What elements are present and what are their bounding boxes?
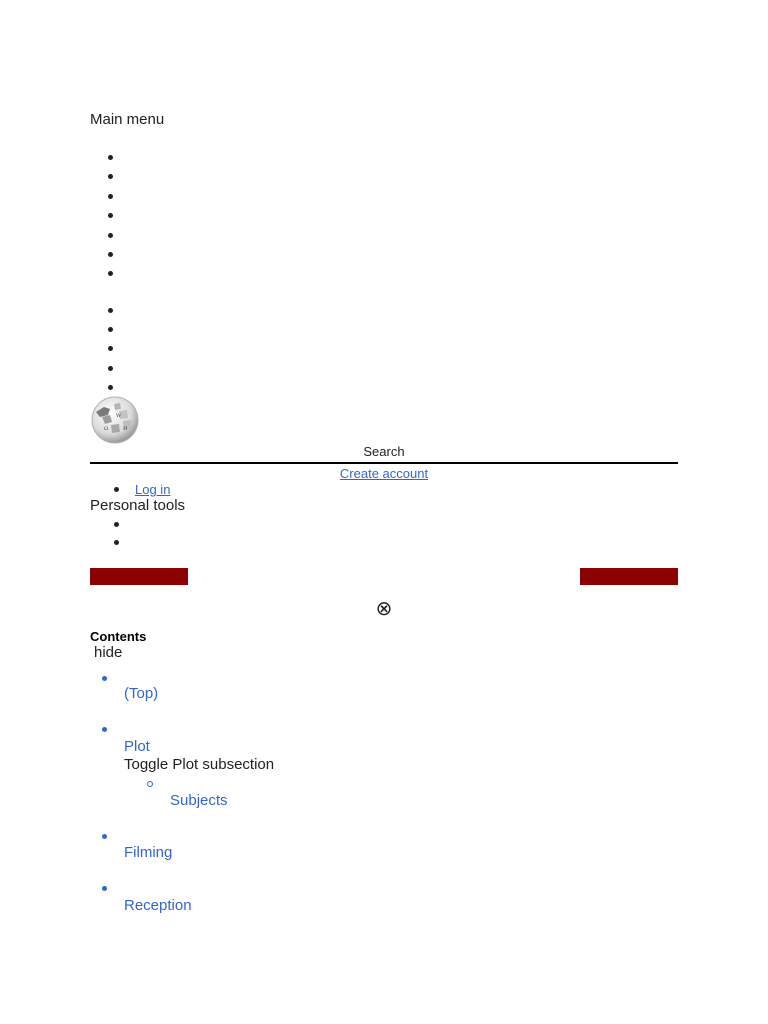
list-item[interactable]	[108, 271, 113, 276]
svg-text:Ω: Ω	[104, 426, 109, 432]
list-item	[102, 676, 107, 681]
toc-item-plot[interactable]: Plot	[124, 738, 150, 755]
list-item[interactable]	[114, 522, 119, 527]
toc-item-top[interactable]: (Top)	[124, 685, 159, 702]
list-item[interactable]	[108, 155, 113, 160]
wikipedia-logo[interactable]	[90, 395, 140, 445]
svg-text:И: И	[123, 426, 128, 432]
list-item[interactable]	[108, 252, 113, 257]
search-input-underline[interactable]	[90, 462, 678, 464]
list-item[interactable]	[114, 540, 119, 545]
login-link[interactable]: Log in	[135, 482, 171, 497]
globe-icon	[90, 395, 140, 445]
list-item	[102, 727, 107, 732]
list-item[interactable]	[108, 174, 113, 179]
personal-tools-title: Personal tools	[90, 497, 186, 514]
list-item[interactable]	[108, 327, 113, 332]
list-item[interactable]	[108, 213, 113, 218]
list-item[interactable]	[108, 308, 113, 313]
search-label[interactable]: Search	[363, 444, 405, 459]
list-item[interactable]	[108, 194, 113, 199]
close-icon[interactable]: ⊗	[375, 598, 393, 620]
list-item	[114, 487, 119, 492]
list-item	[102, 886, 107, 891]
left-banner-bar	[90, 568, 188, 585]
toc-title: Contents	[90, 629, 147, 644]
list-item	[147, 781, 153, 787]
list-item[interactable]	[108, 366, 113, 371]
list-item[interactable]	[108, 346, 113, 351]
toc-item-subjects[interactable]: Subjects	[170, 792, 228, 809]
list-item[interactable]	[108, 233, 113, 238]
list-item[interactable]	[108, 385, 113, 390]
svg-text:W: W	[116, 413, 122, 419]
right-banner-bar	[580, 568, 678, 585]
main-menu-title: Main menu	[90, 111, 165, 128]
toc-item-reception[interactable]: Reception	[124, 897, 192, 914]
toc-item-filming[interactable]: Filming	[124, 844, 173, 861]
list-item	[102, 834, 107, 839]
toc-toggle-plot-button[interactable]: Toggle Plot subsection	[124, 756, 275, 773]
create-account-link[interactable]: Create account	[339, 466, 429, 481]
toc-hide-button[interactable]: hide	[94, 644, 123, 661]
